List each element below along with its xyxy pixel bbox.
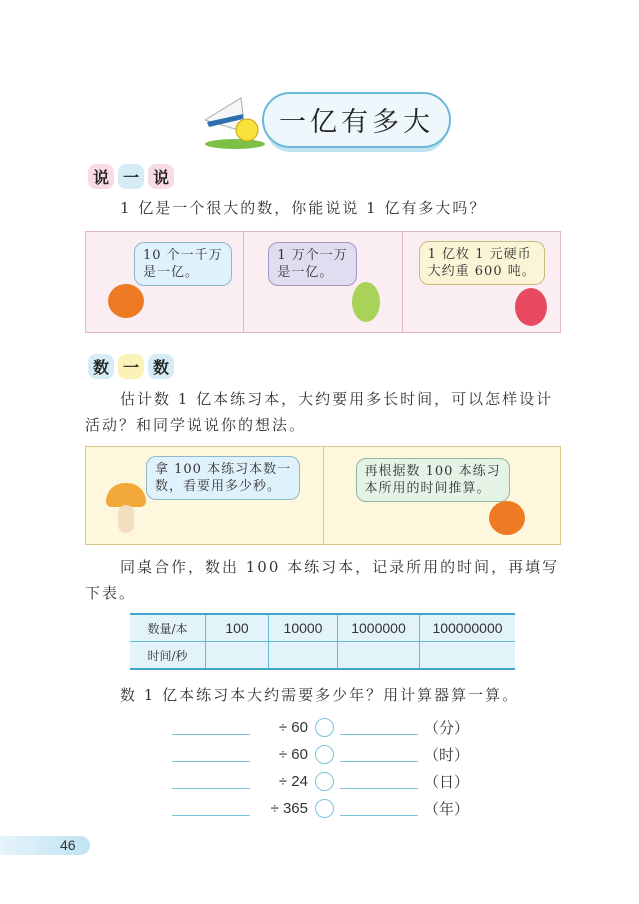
table-cell: 10000 [269,614,338,642]
answer-blank[interactable] [340,720,418,735]
tomato-character-icon [108,284,144,318]
unit-label: （时） [424,746,470,764]
operator-circle[interactable] [315,772,334,791]
divisor: ÷ 24 [278,773,308,790]
calc-row [172,744,469,765]
answer-blank[interactable] [340,801,418,816]
operator-circle[interactable] [315,718,334,737]
mushroom-stem [118,505,134,533]
divisor: ÷ 60 [278,746,308,763]
speech-bubble [146,456,300,500]
bubble-line: 再根据数 100 本练习 [364,464,501,479]
answer-blank[interactable] [340,774,418,789]
table-input-cell[interactable] [338,642,420,670]
mushroom-character-icon [106,483,146,507]
table-cell: 100 [206,614,269,642]
panel-cell [244,232,402,332]
divisor: ÷ 60 [278,719,308,736]
bubble-line: 数，看要用多少秒。 [155,479,282,494]
operator-circle[interactable] [315,799,334,818]
heading-char: 数 [88,354,114,379]
table-input-cell[interactable] [420,642,516,670]
page-title: 一亿有多大 [279,107,434,138]
table-cell: 100000000 [420,614,516,642]
question-text: 1 亿是一个很大的数，你能说说 1 亿有多大吗？ [120,199,487,217]
table-header-cell: 数量/本 [130,614,206,642]
speech-bubble [268,242,356,286]
bubble-line: 1 万个一万 [277,248,348,263]
heading-char: 数 [148,354,174,379]
calc-row [172,798,469,819]
section-heading-shu [88,354,174,379]
table-input-cell[interactable] [269,642,338,670]
heading-char: 说 [88,164,114,189]
answer-blank[interactable] [172,747,250,762]
panel-cell [86,447,324,544]
instruction-line: 同桌合作，数出 100 本练习本，记录所用的时间，再填写 [120,558,560,576]
operator-circle[interactable] [315,745,334,764]
bubble-line: 1 亿枚 1 元硬币 [427,247,532,262]
table-input-cell[interactable] [206,642,269,670]
bubble-line: 大约重 600 吨。 [427,264,536,279]
speech-bubble [134,242,232,286]
speech-bubble [356,458,510,502]
answer-blank[interactable] [172,720,250,735]
calc-row [172,771,469,792]
tomato-character-icon [489,501,525,535]
instruction-line: 下表。 [85,584,137,602]
paragraph-line: 活动？和同学说说你的想法。 [85,416,307,434]
page-number: 46 [60,837,76,853]
table-cell: 1000000 [338,614,420,642]
speech-panel-yellow [85,446,561,545]
unit-label: （日） [424,773,470,791]
table-row [130,642,515,670]
radish-character-icon [515,288,547,326]
bubble-line: 本所用的时间推算。 [364,481,491,496]
divisor: ÷ 365 [270,800,308,817]
bubble-line: 是一亿。 [277,265,334,280]
unit-label: （分） [424,719,470,737]
answer-blank[interactable] [172,801,250,816]
panel-cell [86,232,244,332]
heading-char: 一 [118,164,144,189]
table-row [130,614,515,642]
panel-cell [324,447,561,544]
calc-row [172,717,469,738]
heading-char: 说 [148,164,174,189]
section-heading-shuo [88,164,174,189]
table-header-cell: 时间/秒 [130,642,206,670]
counting-table [130,613,515,670]
panel-cell [403,232,560,332]
bubble-line: 是一亿。 [143,265,200,280]
answer-blank[interactable] [340,747,418,762]
unit-label: （年） [424,800,470,818]
answer-blank[interactable] [172,774,250,789]
pepper-character-icon [352,282,380,322]
sailboat-chick-icon [195,92,270,152]
page-number-tab [0,836,90,855]
paragraph-line: 估计数 1 亿本练习本，大约要用多长时间，可以怎样设计 [120,390,554,408]
bubble-line: 拿 100 本练习本数一 [155,462,292,477]
calc-question: 数 1 亿本练习本大约需要多少年？用计算器算一算。 [120,686,520,704]
speech-panel-pink [85,231,561,333]
bubble-line: 10 个一千万 [143,248,223,263]
speech-bubble [419,241,545,285]
heading-char: 一 [118,354,144,379]
